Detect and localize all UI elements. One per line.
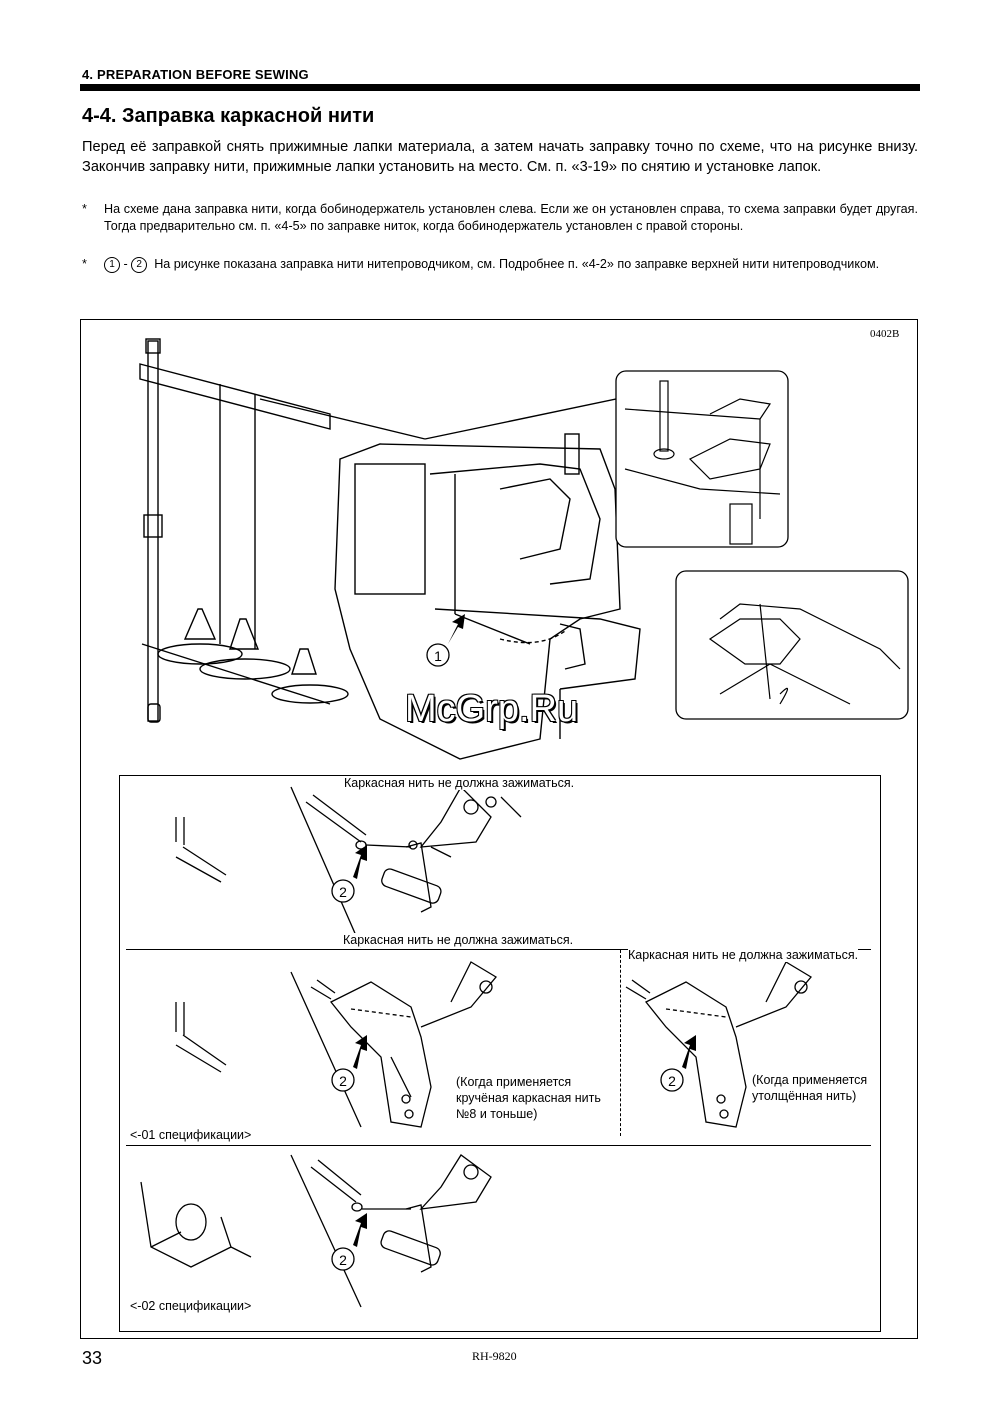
callout-2: 2 — [339, 1073, 347, 1089]
note-1 — [82, 201, 918, 235]
note-thin-line: №8 и тоньше) — [456, 1107, 538, 1121]
page-title: 4-4. Заправка каркасной нити — [82, 105, 375, 127]
detail-tension — [616, 371, 788, 547]
note-2-body: На рисунке показана заправка нити нитепроводчиком, см. Подробнее п. «4-2» по заправке верхней нити нитепроводчиком. — [154, 257, 880, 271]
note-thin-line: кручёная каркасная нить — [456, 1091, 601, 1105]
spool-3 — [292, 649, 316, 674]
note-thick-line: (Когда применяется — [752, 1073, 868, 1087]
callout-2: 2 — [339, 884, 347, 900]
marker-2: 2 — [131, 257, 147, 273]
marker-dash: - — [123, 257, 128, 271]
no-clamp-label-2: Каркасная нить не должна зажиматься. — [343, 933, 574, 947]
detail-illustrations — [121, 777, 879, 1330]
spool-1 — [185, 609, 215, 639]
callout-2: 2 — [668, 1073, 676, 1089]
note-bullet: * — [82, 202, 87, 216]
model-code: RH-9820 — [472, 1349, 517, 1363]
note-2 — [82, 256, 918, 273]
figure-code: 0402B — [870, 328, 900, 340]
note-thick-line: утолщённая нить) — [752, 1089, 857, 1103]
note-text: На схеме дана заправка нити, когда бобинодержатель установлен слева. Если же он установлен справа, то схема заправки будет другая. Тогда предварительно см. п. «4-5» по заправке ниток, когда бобинодержатель установлен с правой стороны. — [104, 202, 918, 233]
note-bullet: * — [82, 257, 87, 271]
intro-paragraph: Перед её заправкой снять прижимные лапки материала, а затем начать заправку точно по схеме, что на рисунке внизу. Закончив заправку нити, прижимные лапки установить на место. См. п. «3-19» по снятию и установке лапок. — [82, 139, 918, 175]
no-clamp-label-1: Каркасная нить не должна зажиматься. — [344, 776, 575, 790]
section-header: 4. PREPARATION BEFORE SEWING — [82, 67, 309, 82]
note-thin-line: (Когда применяется — [456, 1075, 572, 1089]
spec-02-label: <-02 спецификации> — [130, 1299, 252, 1313]
callout-1: 1 — [434, 648, 442, 664]
note-thin-thread — [456, 1074, 601, 1122]
stand-pole — [148, 341, 158, 721]
spool-2 — [230, 619, 258, 649]
note-text-2 — [104, 256, 918, 273]
spec-01-label: <-01 спецификации> — [130, 1128, 252, 1142]
note-thick-thread — [752, 1072, 867, 1104]
page-number: 33 — [82, 1348, 103, 1368]
watermark: McGrp.Ru — [405, 688, 579, 730]
stand-arm — [140, 364, 330, 429]
marker-1: 1 — [104, 257, 120, 273]
no-clamp-label-3: Каркасная нить не должна зажиматься. — [628, 948, 859, 962]
callout-2: 2 — [339, 1252, 347, 1268]
header-rule — [80, 84, 920, 91]
